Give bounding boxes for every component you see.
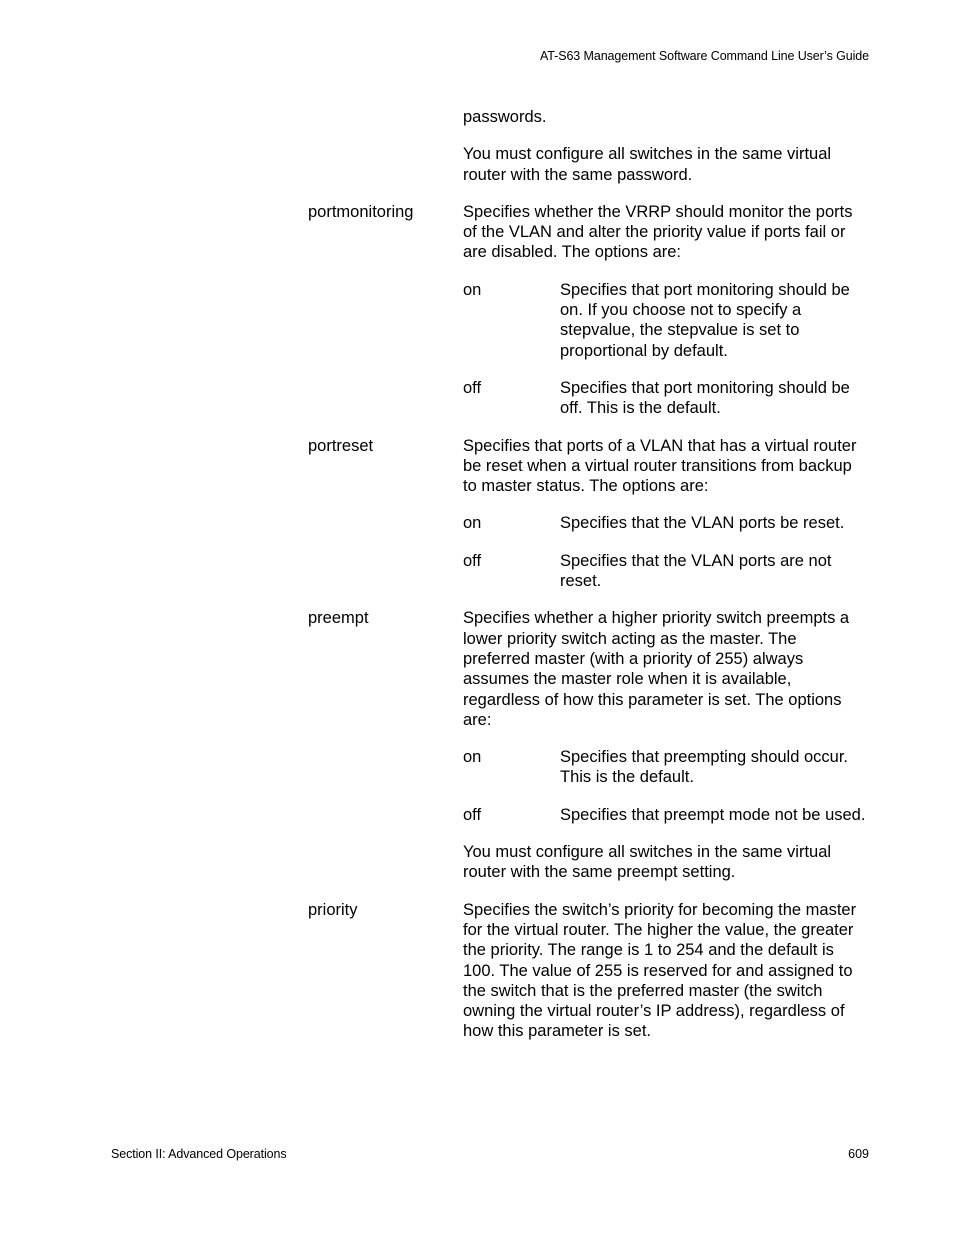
option-off [463,551,868,592]
param-description: Specifies that ports of a VLAN that has a virtual router be reset when a virtual router transitions from backup to master status. The options are: [463,436,857,496]
option-on [463,747,868,788]
param-name: priority [308,900,358,919]
running-header: AT-S63 Management Software Command Line User’s Guide [540,49,869,63]
option-description: Specifies that preempt mode not be used. [560,805,866,824]
option-description: Specifies that preempting should occur. This is the default. [560,748,849,787]
param-name: preempt [308,609,369,628]
option-on [463,280,868,361]
option-name: on [463,748,482,767]
option-name: off [463,378,482,397]
param-description: Specifies whether the VRRP should monitor the ports of the VLAN and alter the priority value if ports fail or are disabled. The options are: [463,202,853,262]
param-portmonitoring [308,202,868,263]
param-preempt [308,608,868,730]
param-name: portreset [308,436,374,455]
param-priority [308,900,868,1042]
option-name: on [463,514,482,533]
option-description: Specifies that the VLAN ports be reset. [560,514,845,533]
option-name: off [463,805,482,824]
param-description: Specifies whether a higher priority switch preempts a lower priority switch acting as the master. The preferred master (with a priority of 255) always assumes the master role when it is available, regardless of how this parameter is set. The options are: [463,609,850,729]
password-note: You must configure all switches in the same virtual router with the same password. [463,145,832,184]
option-description: Specifies that the VLAN ports are not reset. [560,551,832,591]
page-number: 609 [848,1147,869,1161]
footer-section: Section II: Advanced Operations [111,1147,287,1161]
continued-text: passwords. [463,108,547,126]
option-description: Specifies that port monitoring should be on. If you choose not to specify a stepvalue, the stepvalue is set to proportional by default. [560,280,850,360]
option-name: off [463,551,482,570]
parameter-list [308,107,868,1059]
param-portreset [308,436,868,497]
option-name: on [463,280,482,299]
preempt-note: You must configure all switches in the same virtual router with the same preempt setting. [463,843,832,882]
option-off [463,805,868,825]
param-name: portmonitoring [308,202,414,221]
param-description: Specifies the switch’s priority for becoming the master for the virtual router. The higher the value, the greater the priority. The range is 1 to 254 and the default is 100. The value of 255 is reserved for and assigned to the switch that is the preferred master (the switch owning the virtual router’s IP address), regardless of how this parameter is set. [463,900,857,1041]
option-off [463,378,868,419]
option-description: Specifies that port monitoring should be off. This is the default. [560,378,850,418]
option-on [463,513,868,533]
